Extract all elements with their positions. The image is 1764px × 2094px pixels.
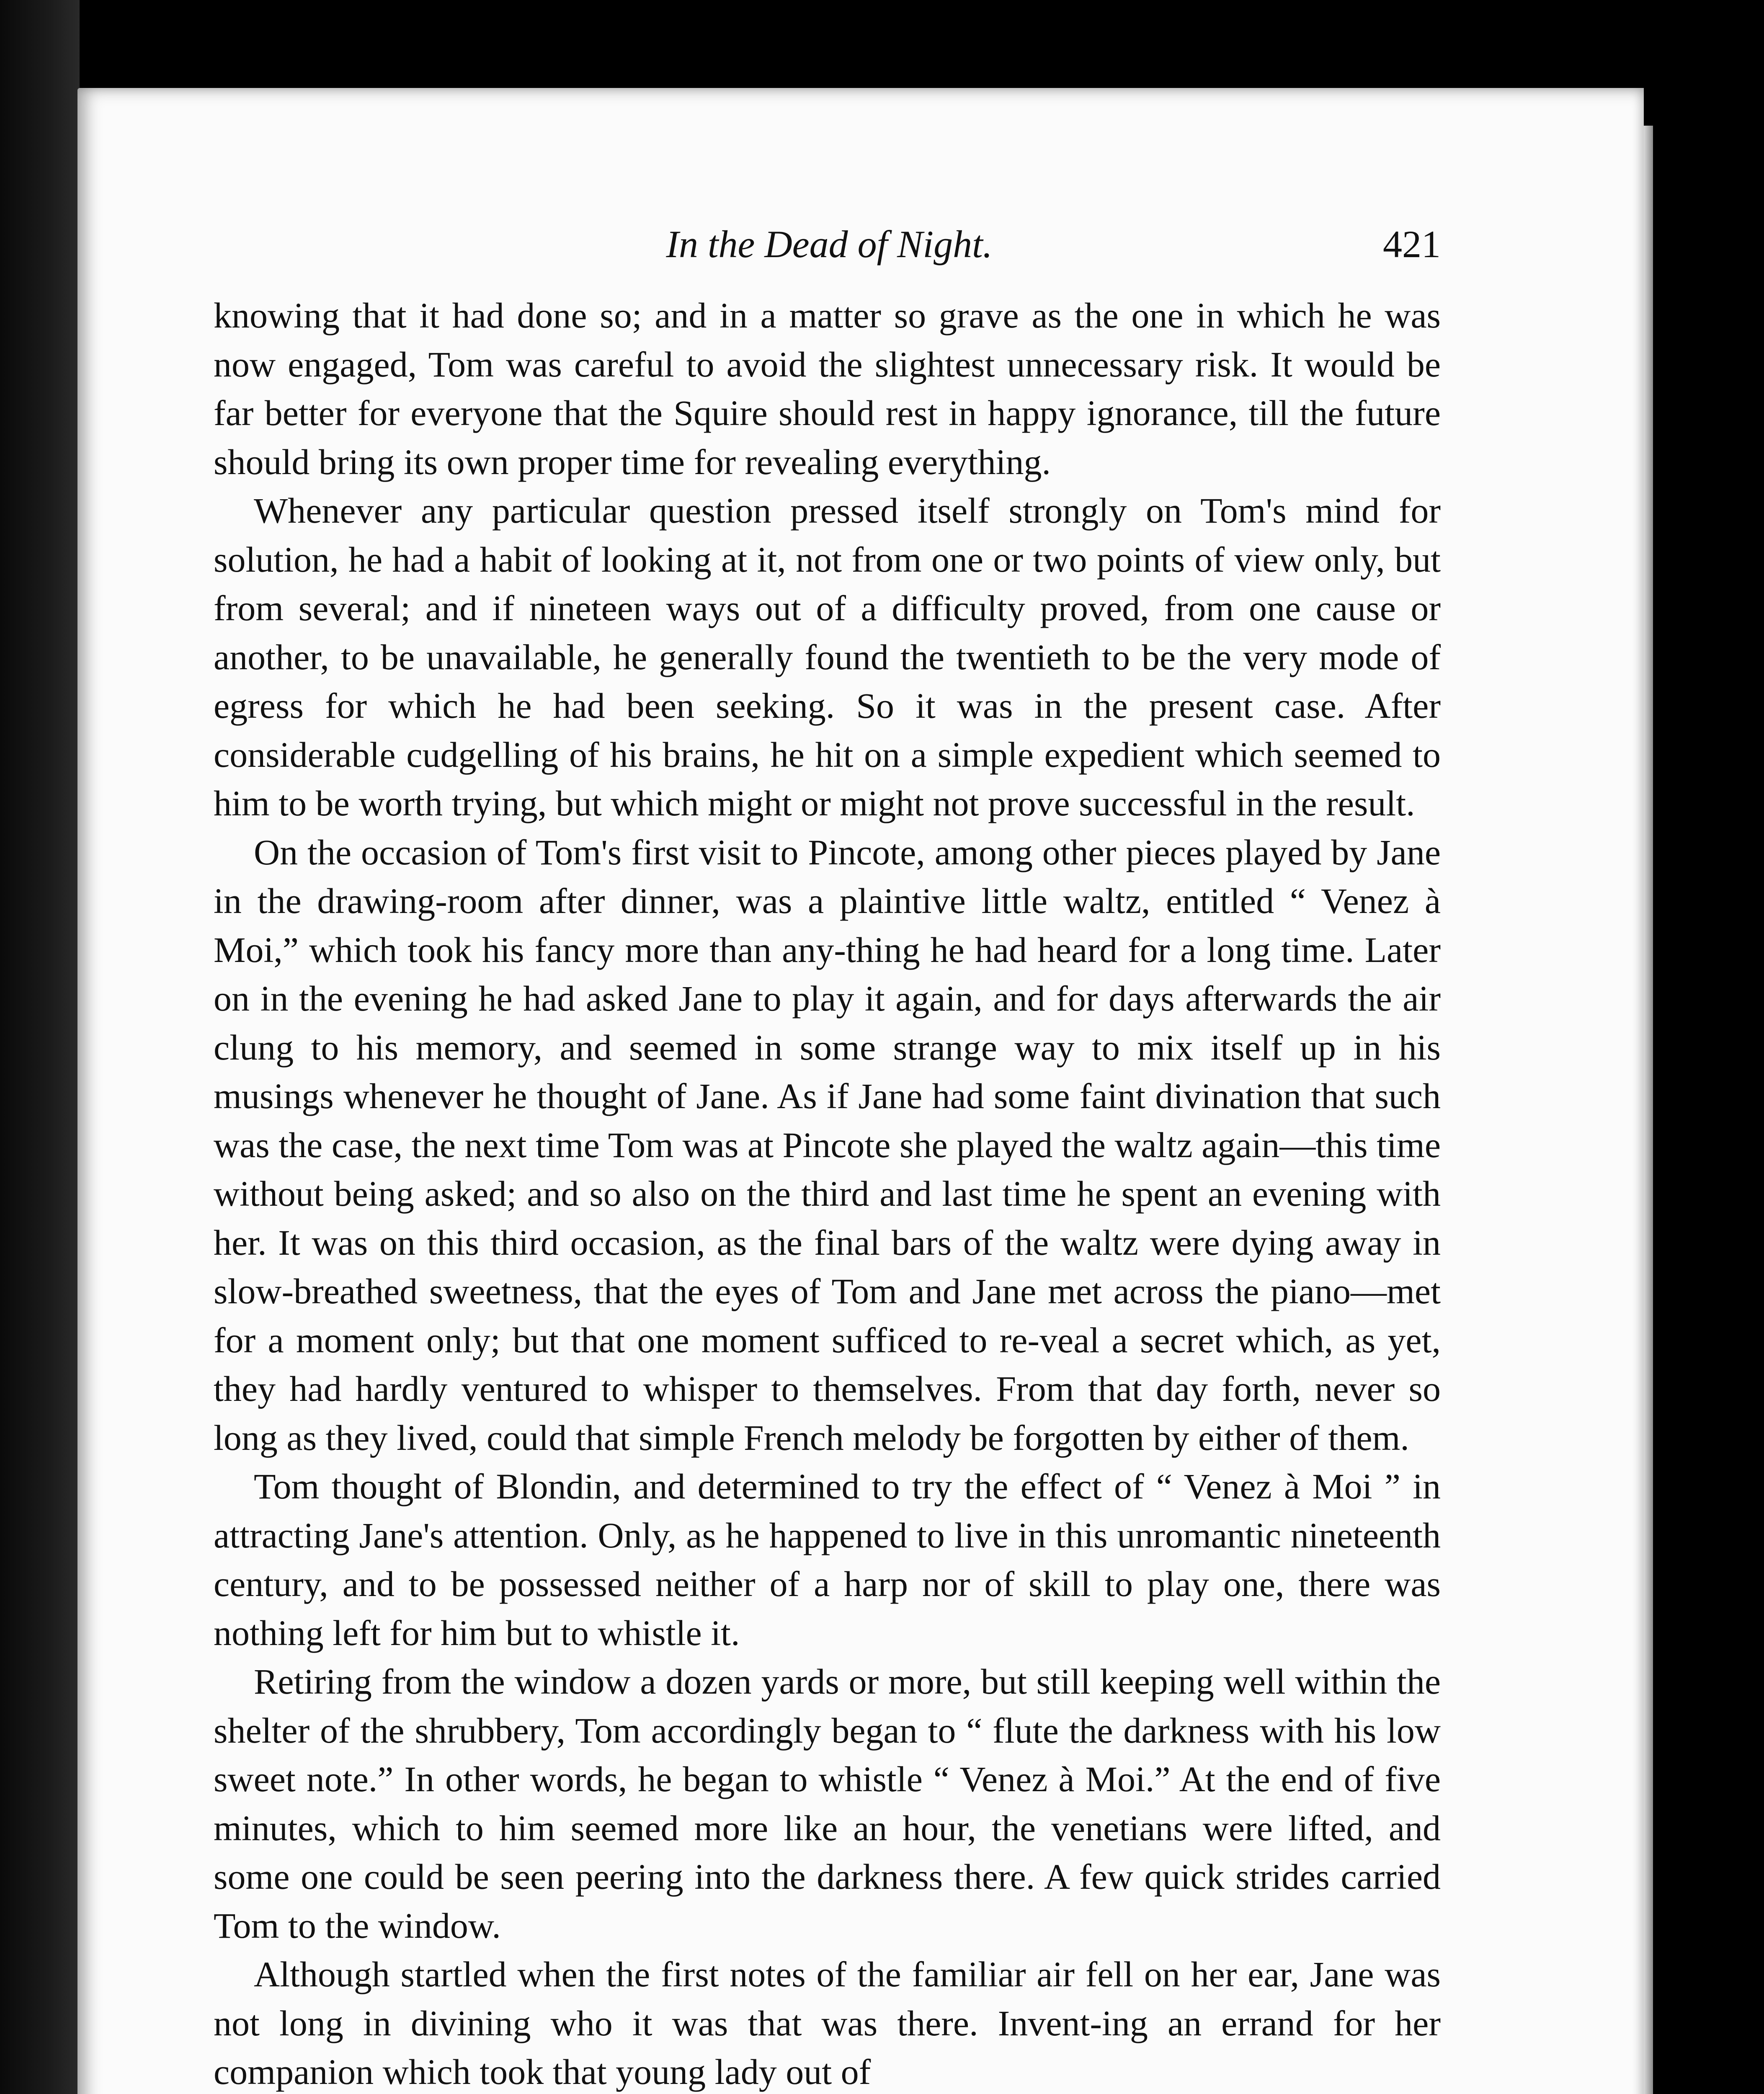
- body-text: [214, 291, 1441, 2094]
- paragraph: Whenever any particular question pressed itself strongly on Tom's mind for solution, he had a habit of looking at it, not from one or two points of view only, but from several; and if nineteen ways out of a difficulty proved, from one cause or another, to be unavailable, he generally found the twentieth to be the very mode of egress for which he had been seeking. So it was in the present case. After considerable cudgelling of his brains, he hit on a simple expedient which seemed to him to be worth trying, but which might or might not prove successful in the result.: [214, 490, 1441, 823]
- paragraph: Tom thought of Blondin, and determined to try the effect of “ Venez à Moi ” in attracting Jane's attention. Only, as he happened to live in this unromantic nineteenth century, and to be possessed neither of a harp nor of skill to play one, there was nothing left for him but to whistle it.: [214, 1466, 1441, 1653]
- book-spine: [0, 0, 80, 2094]
- paragraph: Retiring from the window a dozen yards or more, but still keeping well within the shelter of the shrubbery, Tom accordingly began to “ flute the darkness with his low sweet note.” In other words, he began to whistle “ Venez à Moi.” At the end of five minutes, which to him seemed more like an hour, the venetians were lifted, and some one could be seen peering into the darkness there. A few quick strides carried Tom to the window.: [214, 1661, 1441, 1946]
- paragraph: Although startled when the first notes of the familiar air fell on her ear, Jane was not long in divining who it was that was there. Invent-ing an errand for her companion which took that young lady out of: [214, 1954, 1441, 2092]
- running-title: In the Dead of Night.: [666, 223, 993, 266]
- page-number: 421: [1383, 223, 1441, 266]
- paragraph: knowing that it had done so; and in a matter so grave as the one in which he was now engaged, Tom was careful to avoid the slightest unnecessary risk. It would be far better for everyone that the Squire should rest in happy ignorance, till the future should bring its own proper time for revealing everything.: [214, 295, 1441, 482]
- page-header: [218, 222, 1441, 289]
- page-edge: [1644, 126, 1653, 2094]
- paragraph: On the occasion of Tom's first visit to Pincote, among other pieces played by Jane in the drawing-room after dinner, was a plaintive little waltz, entitled “ Venez à Moi,” which took his fancy more than any-thing he had heard for a long time. Later on in the evening he had asked Jane to play it again, and for days afterwards the air clung to his memory, and seemed in some strange way to mix itself up in his musings whenever he thought of Jane. As if Jane had some faint divination that such was the case, the next time Tom was at Pincote she played the waltz again—this time without being asked; and so also on the third and last time he spent an evening with her. It was on this third occasion, as the final bars of the waltz were dying away in slow-breathed sweetness, that the eyes of Tom and Jane met across the piano—met for a moment only; but that one moment sufficed to re-veal a secret which, as yet, they had hardly ventured to whisper to themselves. From that day forth, never so long as they lived, could that simple French melody be forgotten by either of them.: [214, 832, 1441, 1458]
